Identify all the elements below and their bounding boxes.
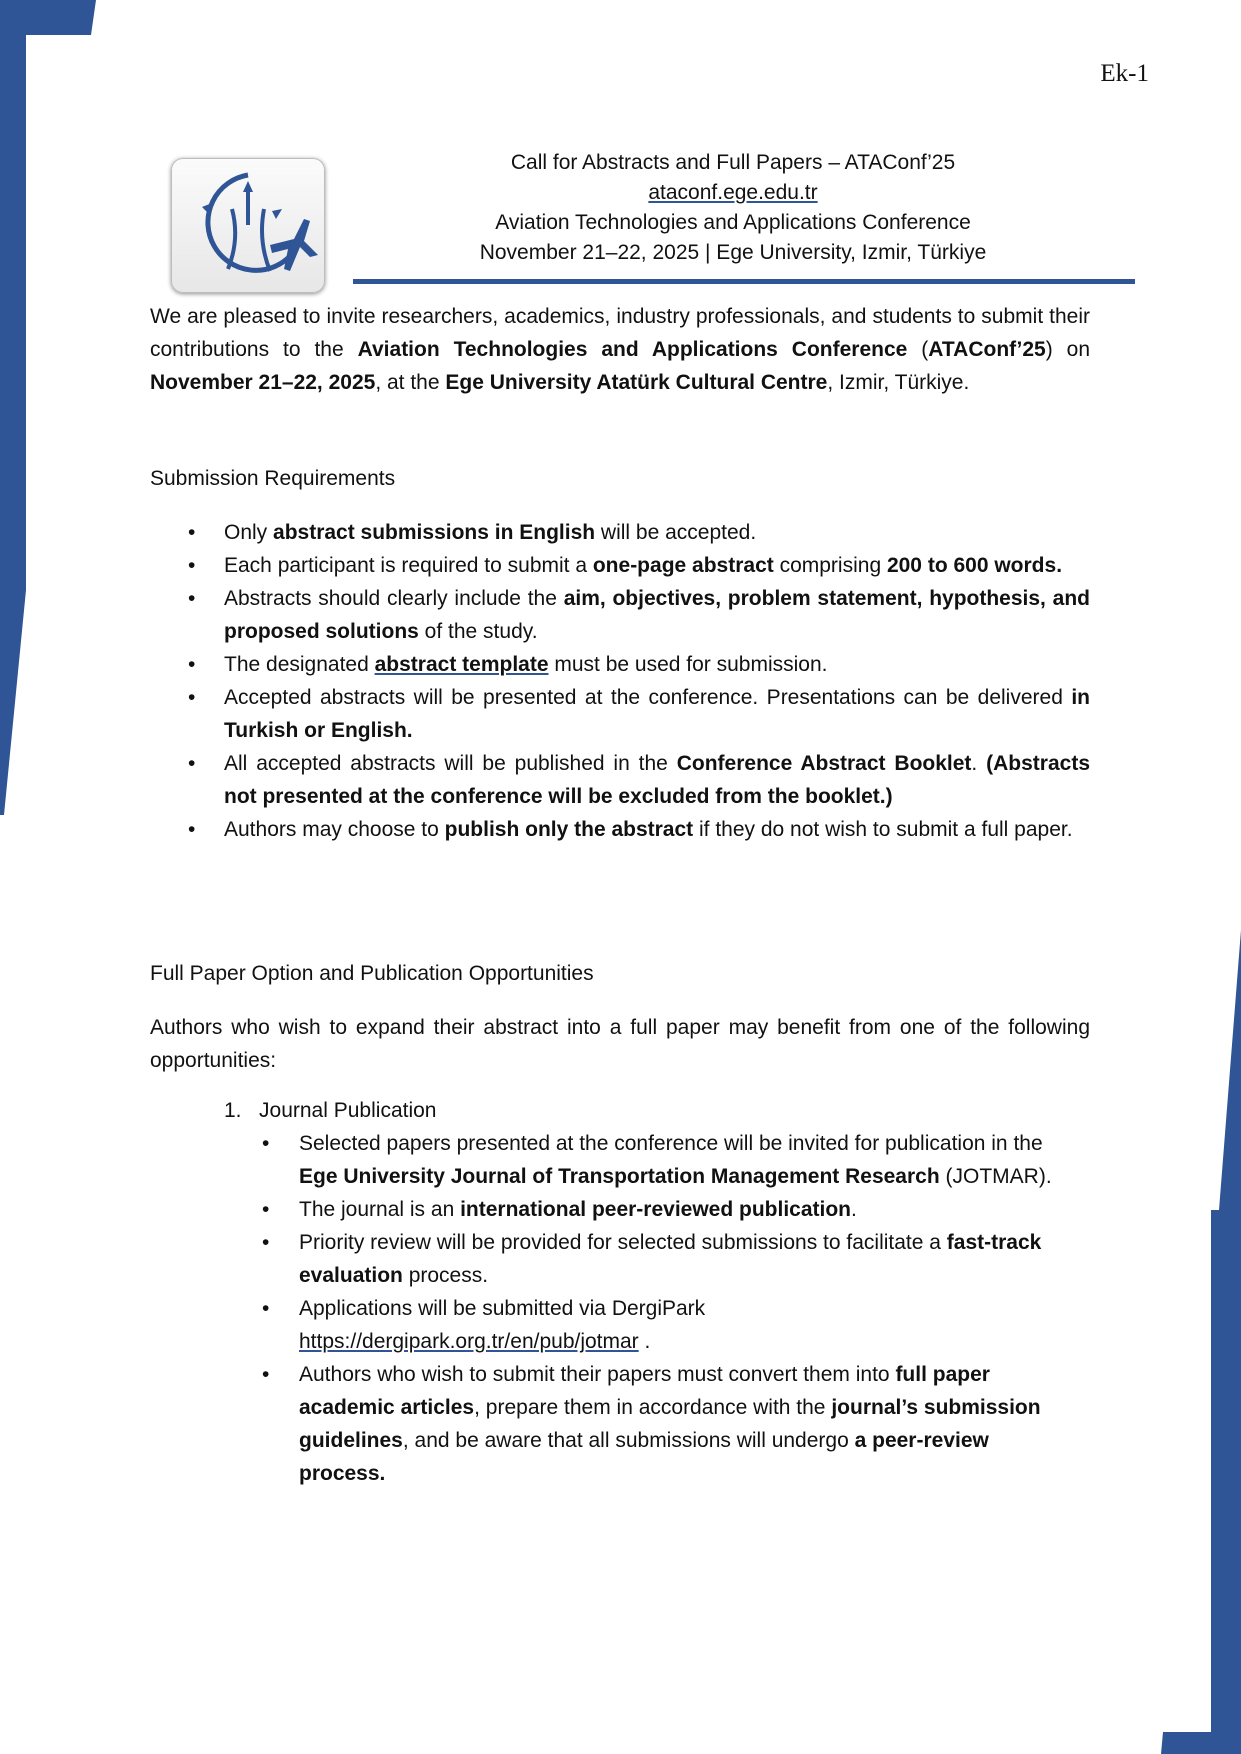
option-title	[224, 1094, 436, 1127]
list-item: • Selected papers presented at the conference will be invited for publication in the Ege University Journal of Transportation Management Research (JOTMAR).	[224, 1127, 1074, 1193]
header-titles	[353, 148, 1113, 268]
website-link[interactable]: ataconf.ege.edu.tr	[648, 181, 818, 204]
option-number: 1.	[224, 1099, 242, 1122]
submission-list	[150, 516, 1090, 846]
intro-paragraph	[150, 300, 1090, 399]
conference-logo	[171, 158, 325, 293]
list-item: • Authors may choose to publish only the abstract if they do not wish to submit a full paper.	[150, 813, 1090, 846]
list-item: • Only abstract submissions in English will be accepted.	[150, 516, 1090, 549]
date-location: November 21–22, 2025 | Ege University, Izmir, Türkiye	[479, 241, 987, 264]
conference-name: Aviation Technologies and Applications Conference	[495, 211, 971, 234]
intro-section	[150, 300, 1090, 399]
conference-dates: November 21–22, 2025	[150, 371, 376, 394]
intro-text: (	[907, 338, 929, 361]
dergipark-link[interactable]: https://dergipark.org.tr/en/pub/jotmar	[299, 1330, 639, 1353]
journal-list	[224, 1127, 1074, 1490]
conference-venue: Ege University Atatürk Cultural Centre	[445, 371, 828, 394]
airplane-logo-icon	[172, 159, 324, 292]
list-item: • The designated abstract template must be used for submission.	[150, 648, 1090, 681]
list-item: • Accepted abstracts will be presented at the conference. Presentations can be delivered in Turkish or English.	[150, 681, 1090, 747]
intro-text: , at the	[375, 371, 446, 394]
list-item: • Authors who wish to submit their papers must convert them into full paper academic articles, prepare them in accordance with the journal’s submission guidelines, and be aware that all submissions will undergo a peer-review process.	[224, 1358, 1074, 1490]
conference-full-name: Aviation Technologies and Applications Conference	[357, 338, 908, 361]
abstract-template-link[interactable]: abstract template	[374, 653, 549, 676]
list-item: • Priority review will be provided for selected submissions to facilitate a fast-track evaluation process.	[224, 1226, 1074, 1292]
list-item: • Abstracts should clearly include the aim, objectives, problem statement, hypothesis, and proposed solutions of the study.	[150, 582, 1090, 648]
document-title: Call for Abstracts and Full Papers – ATAConf’25	[510, 151, 956, 174]
intro-text: We are pleased to invite researchers, academics, industry professionals, and students to submit their contributions to the	[150, 305, 1090, 361]
document-header	[150, 148, 1135, 288]
header-rule	[353, 279, 1135, 284]
list-item: • Each participant is required to submit a one-page abstract comprising 200 to 600 words.	[150, 549, 1090, 582]
full-paper-intro: Authors who wish to expand their abstract into a full paper may benefit from one of the following opportunities:	[150, 1016, 1090, 1072]
list-item: • The journal is an international peer-reviewed publication.	[224, 1193, 1074, 1226]
page-label: Ek-1	[1100, 60, 1149, 87]
list-item: • All accepted abstracts will be published in the Conference Abstract Booklet. (Abstracts not presented at the conference will be excluded from the booklet.)	[150, 747, 1090, 813]
intro-text: ) on	[1045, 338, 1091, 361]
intro-text: , Izmir, Türkiye.	[827, 371, 970, 394]
conference-short-name: ATAConf’25	[928, 338, 1046, 361]
right-frame-band	[1161, 930, 1241, 1754]
list-item: • Applications will be submitted via DergiPark https://dergipark.org.tr/en/pub/jotmar .	[224, 1292, 1074, 1358]
left-frame-band	[0, 0, 96, 815]
option-name: Journal Publication	[259, 1099, 437, 1122]
full-paper-heading: Full Paper Option and Publication Opportunities	[150, 962, 594, 985]
submission-heading: Submission Requirements	[150, 467, 396, 490]
